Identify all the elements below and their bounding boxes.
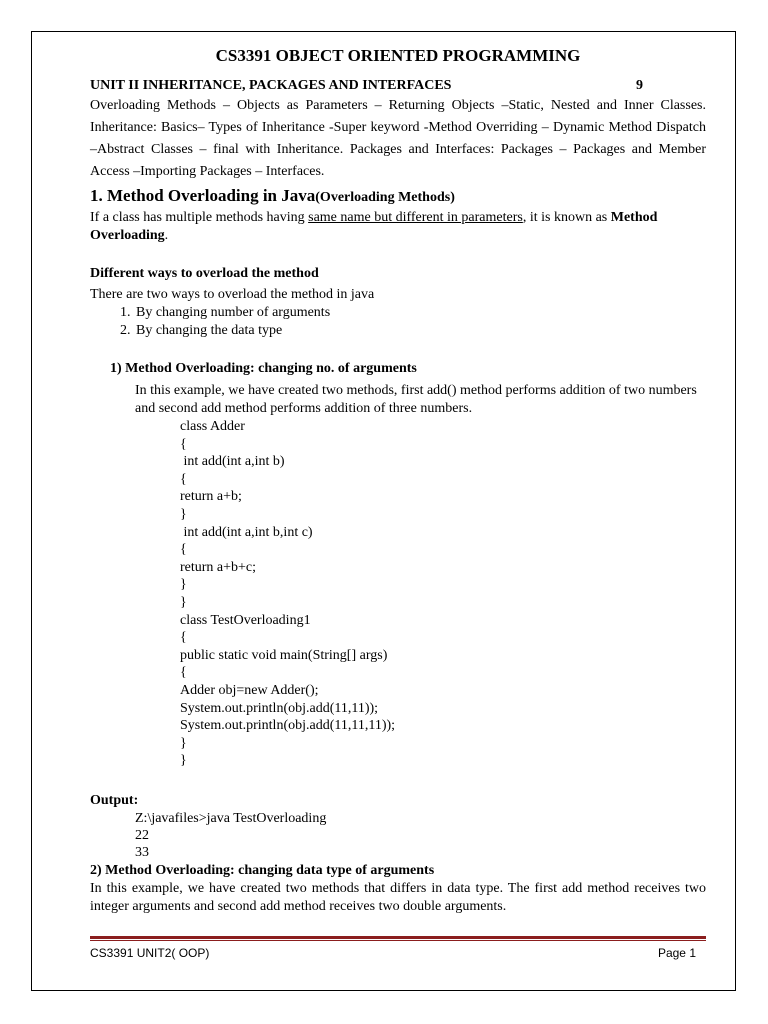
code-block xyxy=(180,418,706,770)
page-footer xyxy=(90,945,706,961)
subsection-heading-arguments: 1) Method Overloading: changing no. of arguments xyxy=(110,361,417,376)
definition-underlined: same name but different in parameters xyxy=(308,210,523,225)
unit-hours: 9 xyxy=(636,78,643,93)
code-line: class TestOverloading1 xyxy=(180,612,311,628)
section-heading-main: 1. Method Overloading in Java xyxy=(90,186,316,205)
code-line: { xyxy=(180,630,187,646)
output-line: Z:\javafiles>java TestOverloading xyxy=(135,810,327,826)
section-heading-sub: (Overloading Methods) xyxy=(315,190,455,205)
footer-page-number: Page 1 xyxy=(657,946,696,960)
output-line: 22 xyxy=(135,827,149,843)
definition-paragraph xyxy=(90,209,706,245)
code-line: return a+b; xyxy=(180,489,242,505)
subsection-heading-data-type: 2) Method Overloading: changing data type of arguments xyxy=(90,862,435,878)
code-line: int add(int a,int b) xyxy=(180,454,285,470)
code-line: } xyxy=(180,753,187,769)
list-item: 1. By changing number of arguments xyxy=(134,304,706,322)
code-line: Adder obj=new Adder(); xyxy=(180,682,319,698)
definition-text-mid: , it is known as xyxy=(522,210,611,225)
footer-course: CS3391 UNIT2( OOP) xyxy=(90,946,210,960)
code-line: } xyxy=(180,577,187,593)
code-line: public static void main(String[] args) xyxy=(180,647,388,663)
unit-heading: UNIT II INHERITANCE, PACKAGES AND INTERFACES xyxy=(90,78,452,93)
code-line: } xyxy=(180,735,187,751)
code-line: System.out.println(obj.add(11,11)); xyxy=(180,700,379,716)
code-line: class Adder xyxy=(180,419,245,434)
subsection-description-data-type: In this example, we have created two methods that differs in data type. The first add method receives two integer arguments and second add method receives two double arguments. xyxy=(90,880,706,914)
ways-heading: Different ways to overload the method xyxy=(90,266,319,281)
output-label: Output: xyxy=(90,792,139,808)
code-line: System.out.println(obj.add(11,11,11)); xyxy=(180,718,396,734)
definition-term: Method Overloading xyxy=(90,210,658,243)
definition-text-start: If a class has multiple methods having xyxy=(90,210,309,225)
output-block xyxy=(135,810,706,861)
code-line: { xyxy=(180,471,187,487)
section-heading-method-overloading xyxy=(90,185,706,209)
list-item: 2. By changing the data type xyxy=(134,322,706,340)
code-line: } xyxy=(180,594,187,610)
footer-rule xyxy=(90,936,706,942)
code-line: } xyxy=(180,506,187,522)
ways-list xyxy=(90,304,706,340)
code-line: return a+b+c; xyxy=(180,559,257,575)
output-line: 33 xyxy=(135,844,149,860)
unit-syllabus: Overloading Methods – Objects as Parameters – Returning Objects –Static, Nested and Inner Classes. Inheritance: Basics– Types of Inheritance -Super keyword -Method Overriding – Dynamic Method Dispatch –Abstract Classes – final with Inheritance. Packages and Interfaces: Packages – Packages and Member Access –Importing Packages – Interfaces. xyxy=(90,98,706,179)
unit-heading-row xyxy=(90,77,706,95)
definition-text-end: . xyxy=(164,228,169,243)
code-line: int add(int a,int b,int c) xyxy=(180,524,313,540)
code-line: { xyxy=(180,436,187,452)
page-content xyxy=(90,45,706,916)
ways-intro: There are two ways to overload the method in java xyxy=(90,287,375,302)
code-line: { xyxy=(180,665,187,681)
code-line: { xyxy=(180,542,187,558)
subsection-description-arguments: In this example, we have created two methods, first add() method performs addition of two numbers and second add method performs addition of three numbers. xyxy=(135,383,697,416)
page-title: CS3391 OBJECT ORIENTED PROGRAMMING xyxy=(215,46,581,65)
